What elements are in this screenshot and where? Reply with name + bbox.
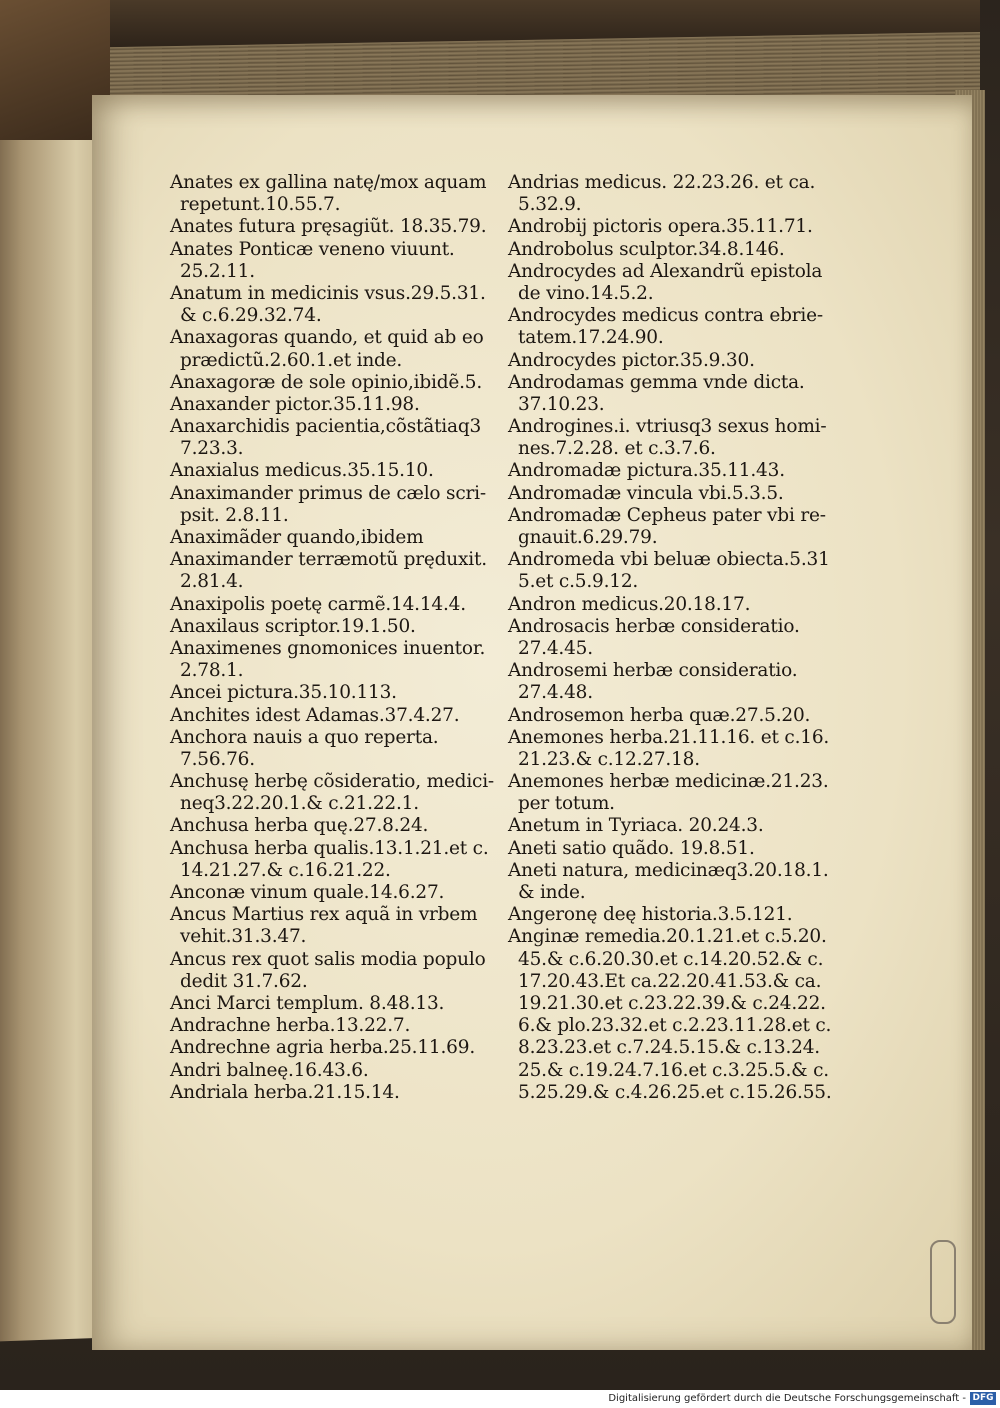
index-entry-line: Anaxarchidis pacientia,cõstãtiaq3: [170, 416, 482, 438]
index-entry-line: Anaxander pictor.35.11.98.: [170, 393, 420, 415]
index-entry-line: tatem.17.24.90.: [518, 327, 664, 349]
index-entry-line: nes.7.2.28. et c.3.7.6.: [518, 438, 716, 460]
index-entry-line: 21.23.& c.12.27.18.: [518, 748, 700, 770]
page-clip: [930, 1240, 956, 1324]
index-entry-line: repetunt.10.55.7.: [180, 194, 341, 216]
index-entry-line: Ancei pictura.35.10.113.: [170, 682, 397, 704]
index-entry-line: de vino.14.5.2.: [518, 282, 654, 304]
index-entry-line: 27.4.48.: [518, 682, 593, 704]
index-entry-line: Anaxipolis poetę carmẽ.14.14.4.: [170, 593, 466, 615]
index-entry-line: Androdamas gemma vnde dicta.: [508, 371, 805, 393]
index-entry-line: 19.21.30.et c.23.22.39.& c.24.22.: [518, 992, 826, 1014]
index-entry-line: Andri balneę.16.43.6.: [170, 1059, 369, 1081]
index-entry-line: 14.21.27.& c.16.21.22.: [180, 859, 391, 881]
index-entry-line: Angeronę deę historia.3.5.121.: [508, 904, 793, 926]
index-entry-line: Andromadæ pictura.35.11.43.: [508, 460, 785, 482]
index-entry-line: Anchites idest Adamas.37.4.27.: [170, 704, 460, 726]
index-column-left: [170, 172, 494, 1104]
index-entry-line: prædictũ.2.60.1.et inde.: [180, 349, 403, 371]
index-entry-line: Andrechne agria herba.25.11.69.: [170, 1037, 475, 1059]
index-entry-line: Anatum in medicinis vsus.29.5.31.: [170, 282, 486, 304]
index-entry-line: 5.25.29.& c.4.26.25.et c.15.26.55.: [518, 1081, 832, 1103]
funding-credit: Digitalisierung gefördert durch die Deutsche Forschungsgemeinschaft -: [608, 1393, 966, 1404]
index-entry-line: Anaximander primus de cælo scri-: [170, 482, 486, 504]
index-entry-line: Androbolus sculptor.34.8.146.: [508, 238, 785, 260]
index-entry-line: Andromeda vbi beluæ obiecta.5.31: [508, 549, 830, 571]
index-entry-line: Andron medicus.20.18.17.: [508, 593, 751, 615]
index-entry-line: Anaxialus medicus.35.15.10.: [170, 460, 434, 482]
index-entry-line: Aneti natura, medicinæq3.20.18.1.: [508, 859, 829, 881]
index-entry-line: 17.20.43.Et ca.22.20.41.53.& ca.: [518, 970, 822, 992]
index-entry-line: Androgines.i. vtriusq3 sexus homi-: [508, 416, 827, 438]
index-entry-line: Anemones herba.21.11.16. et c.16.: [508, 726, 830, 748]
left-page-edge: [0, 98, 100, 1342]
index-entry-line: Anchora nauis a quo reperta.: [170, 726, 439, 748]
index-entry-line: Androsacis herbæ consideratio.: [508, 615, 800, 637]
index-entry-line: 7.56.76.: [180, 748, 255, 770]
index-entry-line: Anaximãder quando,ibidem: [170, 527, 424, 548]
index-entry-line: Androcydes ad Alexandrũ epistola: [508, 260, 823, 282]
index-entry-line: Anates futura pręsagiũt. 18.35.79.: [170, 216, 487, 238]
dfg-logo: DFG: [970, 1392, 996, 1405]
index-entry-line: Anginæ remedia.20.1.21.et c.5.20.: [508, 926, 827, 948]
index-entry-line: gnauit.6.29.79.: [518, 527, 658, 548]
index-entry-line: neq3.22.20.1.& c.21.22.1.: [180, 793, 419, 815]
index-entry-line: & c.6.29.32.74.: [180, 305, 322, 327]
index-entry-line: Anconæ vinum quale.14.6.27.: [170, 882, 445, 903]
index-entry-line: Anaximander terræmotũ pręduxit.: [170, 549, 487, 571]
index-entry-line: Anchusa herba quę.27.8.24.: [170, 815, 429, 837]
index-entry-line: & inde.: [518, 882, 586, 903]
index-column-right: [508, 172, 832, 1104]
index-entry-line: Androsemon herba quæ.27.5.20.: [508, 704, 811, 726]
index-entry-line: 2.78.1.: [180, 660, 244, 682]
index-entry-line: 6.& plo.23.32.et c.2.23.11.28.et c.: [518, 1015, 832, 1037]
index-entry-line: Andriala herba.21.15.14.: [170, 1081, 400, 1103]
index-entry-line: vehit.31.3.47.: [180, 926, 307, 948]
index-entry-line: Anci Marci templum. 8.48.13.: [170, 992, 445, 1014]
index-entry-line: Anchusę herbę cõsideratio, medici-: [170, 771, 494, 793]
index-entry-line: Anemones herbæ medicinæ.21.23.: [508, 771, 829, 793]
index-entry-line: Anates Ponticæ veneno viuunt.: [170, 238, 455, 260]
index-entry-line: Anaximenes gnomonices inuentor.: [170, 637, 486, 659]
index-entry-line: 2.81.4.: [180, 571, 244, 593]
index-entry-line: 37.10.23.: [518, 393, 605, 415]
index-entry-line: Anaxagoræ de sole opinio,ibidẽ.5.: [170, 371, 483, 393]
index-entry-line: Aneti satio quãdo. 19.8.51.: [508, 837, 755, 859]
index-entry-line: Andromadæ Cepheus pater vbi re-: [508, 504, 826, 526]
index-entry-line: Androcydes medicus contra ebrie-: [508, 305, 823, 327]
index-entry-line: Androcydes pictor.35.9.30.: [508, 349, 755, 371]
index-entry-line: 5.32.9.: [518, 194, 582, 216]
index-entry-line: Anaxilaus scriptor.19.1.50.: [170, 615, 416, 637]
index-entry-line: 5.et c.5.9.12.: [518, 571, 639, 593]
index-entry-line: 25.2.11.: [180, 260, 255, 282]
digitization-footer: [0, 1390, 1000, 1408]
index-entry-line: 25.& c.19.24.7.16.et c.3.25.5.& c.: [518, 1059, 829, 1081]
index-entry-line: 8.23.23.et c.7.24.5.15.& c.13.24.: [518, 1037, 820, 1059]
index-entry-line: Andrachne herba.13.22.7.: [170, 1015, 411, 1037]
index-entry-line: dedit 31.7.62.: [180, 970, 308, 992]
index-entry-line: Andromadæ vincula vbi.5.3.5.: [508, 482, 784, 504]
index-entry-line: psit. 2.8.11.: [180, 504, 289, 526]
index-entry-line: 7.23.3.: [180, 438, 244, 460]
index-entry-line: Anchusa herba qualis.13.1.21.et c.: [170, 837, 489, 859]
index-entry-line: Androbij pictoris opera.35.11.71.: [508, 216, 813, 238]
index-entry-line: Ancus Martius rex aquã in vrbem: [170, 904, 478, 926]
index-entry-line: 45.& c.6.20.30.et c.14.20.52.& c.: [518, 948, 824, 970]
index-entry-line: Andrias medicus. 22.23.26. et ca.: [508, 172, 816, 193]
index-entry-line: Anetum in Tyriaca. 20.24.3.: [508, 815, 764, 837]
index-entry-line: 27.4.45.: [518, 637, 593, 659]
index-entry-line: Ancus rex quot salis modia populo: [170, 948, 486, 970]
index-entry-line: Anaxagoras quando, et quid ab eo: [170, 327, 484, 349]
index-entry-line: Androsemi herbæ consideratio.: [508, 660, 798, 682]
index-entry-line: per totum.: [518, 793, 615, 815]
index-entry-line: Anates ex gallina natę/mox aquam: [170, 172, 487, 193]
